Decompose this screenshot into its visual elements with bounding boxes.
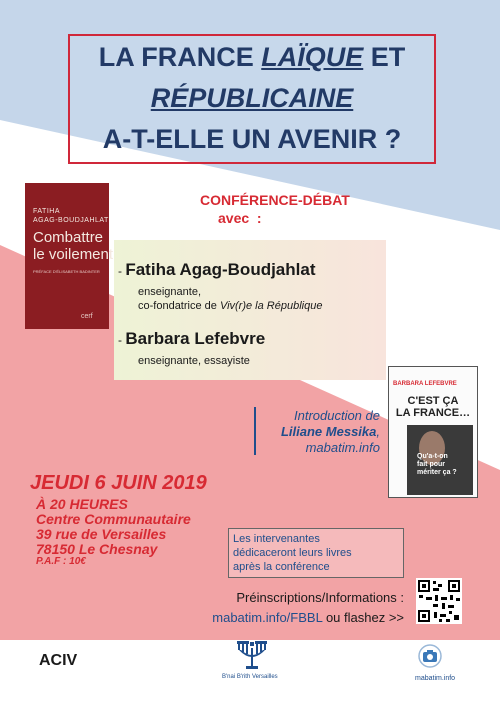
speaker-1-name: - Fatiha Agag-Boudjahlat — [118, 260, 316, 279]
camera-icon — [418, 644, 442, 668]
title-line-2: RÉPUBLICAINE — [150, 83, 354, 113]
book2-author: BARBARA LEFEBVRE — [393, 381, 457, 387]
org-aciv: ACIV — [39, 652, 78, 669]
speaker-1-role: enseignante, co-fondatrice de Viv(r)e la République — [138, 286, 323, 312]
event-venue: Centre Communautaire — [36, 511, 191, 527]
avec-label: avec : — [218, 210, 262, 226]
book-cover-combattre — [25, 183, 114, 329]
book2-subtitle: Qu'a-t-on fait pour mériter ça ? — [417, 453, 457, 476]
book-cover-cest-ca-la-france — [388, 366, 478, 498]
book1-publisher: cerf — [81, 313, 93, 320]
speakers-panel — [114, 240, 386, 380]
org-bnai-brith: B'nai B'rith Versailles — [222, 674, 278, 680]
menorah-icon — [234, 640, 270, 674]
book2-title: C'EST ÇA LA FRANCE… — [395, 395, 471, 419]
event-street: 39 rue de Versailles — [36, 526, 167, 542]
speaker-2-role: enseignante, essayiste — [138, 355, 250, 367]
book1-title: Combattre le voilement — [33, 229, 114, 263]
event-date: JEUDI 6 JUIN 2019 — [30, 472, 207, 494]
event-price: P.A.F : 10€ — [36, 556, 86, 567]
registration-link-line: mabatim.info/FBBL ou flashez >> — [212, 610, 404, 625]
event-type: CONFÉRENCE-DÉBAT — [200, 192, 350, 208]
event-time: À 20 HEURES — [36, 496, 128, 512]
book1-author: FATIHA AGAG-BOUDJAHLAT — [33, 208, 109, 224]
qr-code[interactable] — [416, 578, 462, 624]
introduction: Introduction de Liliane Messika, mabatim.info — [280, 408, 380, 455]
dedication-box: Les intervenantes dédicaceront leurs livres après la conférence — [228, 528, 404, 578]
registration-link[interactable]: mabatim.info/FBBL — [212, 610, 323, 625]
event-city: 78150 Le Chesnay — [36, 541, 158, 557]
book1-preface: PRÉFACE D'ÉLISABETH BADINTER — [33, 269, 100, 274]
title-line-1: LA FRANCE LAÏQUE ET — [98, 42, 406, 72]
preinscriptions-label: Préinscriptions/Informations : — [236, 590, 404, 605]
speaker-2-name: - Barbara Lefebvre — [118, 329, 266, 348]
title-box — [68, 34, 436, 164]
title-line-3: A-T-ELLE UN AVENIR ? — [102, 124, 402, 154]
org-mabatim: mabatim.info — [415, 675, 456, 682]
